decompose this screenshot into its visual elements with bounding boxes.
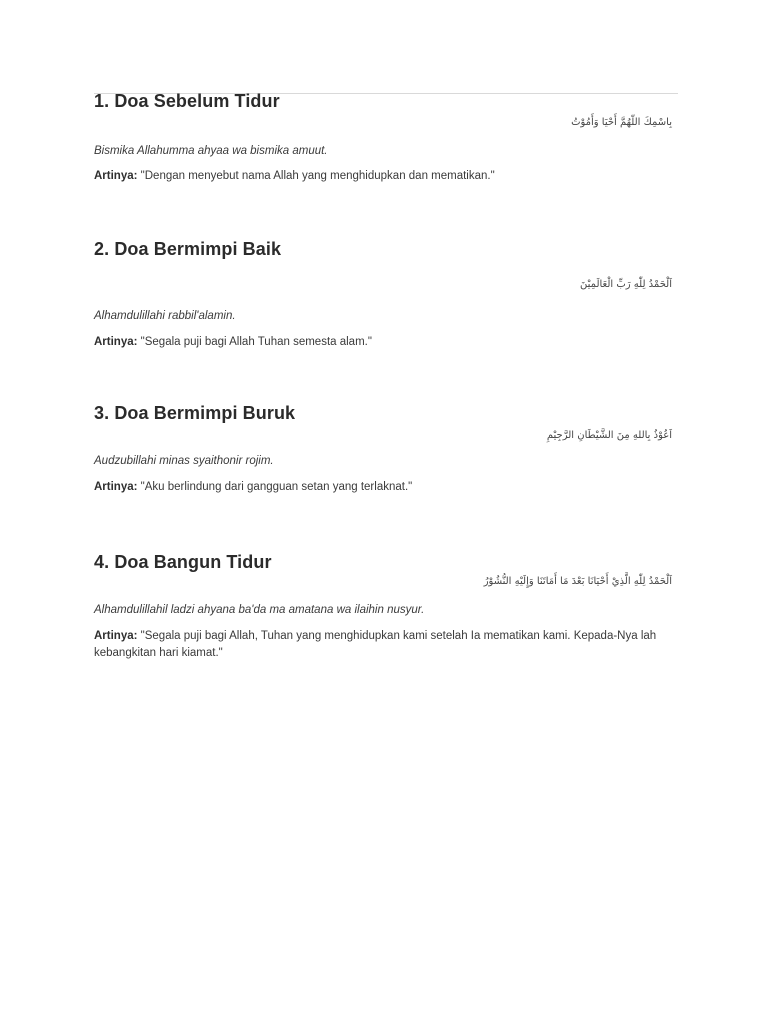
translation bbox=[94, 168, 678, 185]
doa-section-bermimpi-buruk bbox=[94, 402, 678, 496]
translation-text: "Dengan menyebut nama Allah yang menghidupkan dan mematikan." bbox=[140, 170, 495, 182]
section-heading: 4. Doa Bangun Tidur bbox=[94, 552, 272, 572]
translation-text: "Segala puji bagi Allah Tuhan semesta alam." bbox=[140, 336, 372, 348]
latin-transliteration: Alhamdulillahi rabbil'alamin. bbox=[94, 310, 236, 322]
doa-section-bangun-tidur bbox=[94, 551, 678, 662]
latin-transliteration: Audzubillahi minas syaithonir rojim. bbox=[94, 455, 274, 467]
translation-label: Artinya: bbox=[94, 336, 138, 348]
doa-section-sebelum-tidur bbox=[94, 90, 678, 185]
translation-label: Artinya: bbox=[94, 630, 138, 642]
translation-text: "Segala puji bagi Allah, Tuhan yang menghidupkan kami setelah Ia mematikan kami. Kepada-Nya lah kebangkitan hari kiamat." bbox=[94, 630, 657, 659]
translation-label: Artinya: bbox=[94, 170, 138, 182]
translation bbox=[94, 628, 678, 662]
arabic-text: اَعُوْذُ بِاللهِ مِنَ الشَّيْطَانِ الرَّجِيْمِ bbox=[546, 430, 672, 441]
arabic-text: اَلْحَمْدُ لِلّٰهِ رَبِّ الْعَالَمِيْنَ bbox=[580, 279, 672, 290]
section-heading: 1. Doa Sebelum Tidur bbox=[94, 91, 280, 111]
section-heading: 3. Doa Bermimpi Buruk bbox=[94, 403, 296, 423]
latin-transliteration: Alhamdulillahil ladzi ahyana ba'da ma amatana wa ilaihin nusyur. bbox=[94, 604, 425, 616]
translation bbox=[94, 479, 678, 496]
translation-text: "Aku berlindung dari gangguan setan yang terlaknat." bbox=[140, 481, 413, 493]
section-heading: 2. Doa Bermimpi Baik bbox=[94, 239, 282, 259]
doa-section-bermimpi-baik bbox=[94, 238, 678, 351]
arabic-text: اَلْحَمْدُ لِلّٰهِ الَّذِيْ أَحْيَانَا بَعْدَ مَا أَمَاتَنَا وَإِلَيْهِ النُّشُوْرُ bbox=[483, 576, 672, 587]
arabic-text: بِاسْمِكَ اللّهُمَّ أَحْيَا وَأَمُوْتُ bbox=[571, 117, 672, 128]
translation bbox=[94, 334, 678, 351]
latin-transliteration: Bismika Allahumma ahyaa wa bismika amuut. bbox=[94, 145, 328, 157]
translation-label: Artinya: bbox=[94, 481, 138, 493]
